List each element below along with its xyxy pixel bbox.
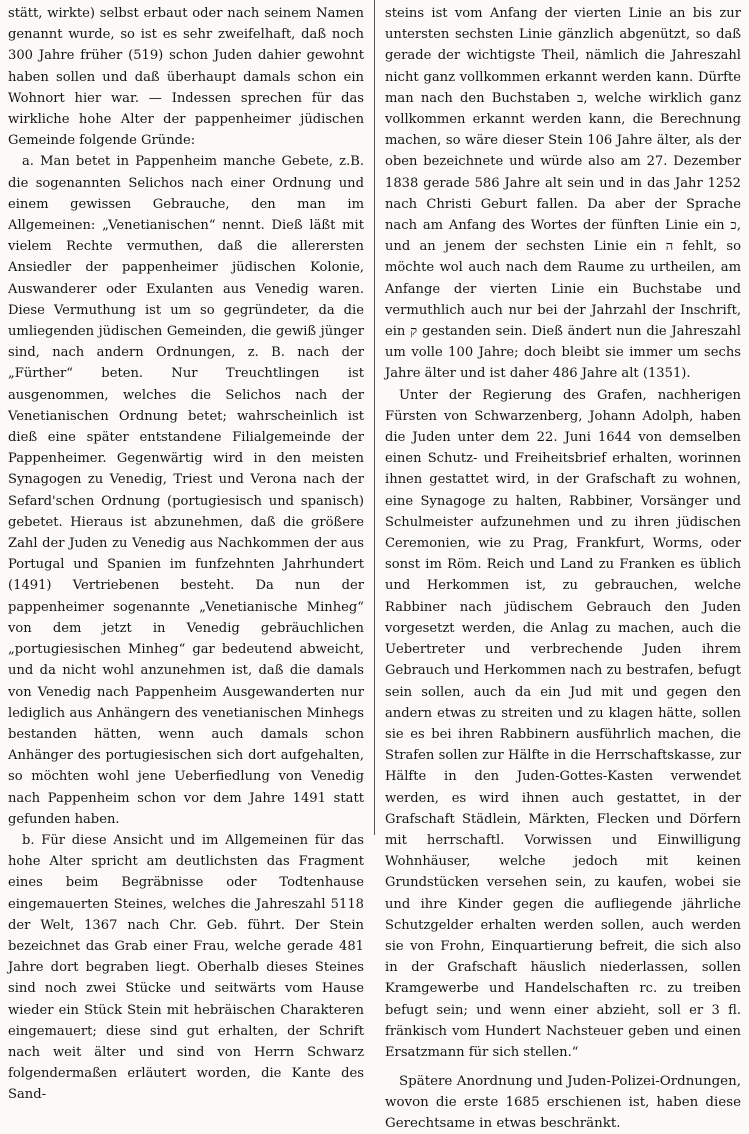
- left-paragraph-3: b. Für diese Ansicht und im Allgemeinen für das hohe Alter spricht am deutlichsten das Fragment eines beim Begräbnisse oder Todtenhause eingemauerten Steines, welches die Jahreszahl 5118 der Welt, 1367 nach Chr. Geb. führt. Der Stein bezeichnet das Grab einer Frau, welche gerade 481 Jahre dort begraben liegt. Oberhalb dieses Steines sind noch zwei Stücke und seitwärts vom Hause wieder ein Stück Stein mit hebräischen Charakteren eingemauert; diese sind gut erhalten, der Schrift nach weit älter und sind von Herrn Schwarz folgendermaßen erläutert worden, die Kante des Sand-: [8, 832, 364, 1103]
- right-paragraph-2: Unter der Regierung des Grafen, nachherigen Fürsten von Schwarzenberg, Johann Adolph, haben die Juden unter dem 22. Juni 1644 von demselben einen Schutz- und Freiheitsbrief erhalten, worinnen ihnen gestattet wird, in der Grafschaft zu wohnen, eine Synagoge zu halten, Rabbiner, Vorsänger und Schulmeister aufzunehmen und zu ihren jüdischen Ceremonien, wie zu Prag, Frankfurt, Worms, oder sonst im Röm. Reich und Land zu Franken es üblich und Herkommen ist, zu gebrauchen, welche Rabbiner nach jüdischem Gebrauch den Juden vorgesetzt werden, die Anlag zu machen, auch die Uebertreter und verbrechende Juden ihrem Gebrauch und Herkommen nach zu bestrafen, befugt sein sollen, auch da ein Jud mit und gegen den andern etwas zu streiten und zu klagen hätte, sollen sie es bei ihren Rabbinern ausführlich machen, die Strafen sollen zur Hälfte in die Herrschaftskasse, zur Hälfte in den Juden-Gottes-Kasten verwendet werden, es wird ihnen auch gestattet, in der Grafschaft Städlein, Märkten, Flecken und Dörfern mit herrschaftl. Vorwissen und Einwilligung Wohnhäuser, welche jedoch mit keinen Grundstücken versehen sein, zu kaufen, wobei sie und ihre Kinder gegen die aufliegende jährliche Schutzgelder erhalten werden sollen, auch werden sie von Frohn, Einquartierung befreit, die sich also in der Grafschaft häuslich niederlassen, sollen Kramgewerbe und Handelschaften rc. zu treiben befugt sein; und wenn einer abzieht, soll er 3 fl. fränkisch vom Hundert Nachsteuer geben und einen Ersatzmann für sich stellen.“: [385, 387, 741, 1060]
- right-paragraph-1: steins ist vom Anfang der vierten Linie an bis zur untersten sechsten Linie gänzlich abgenützt, so daß gerade der wichtigste Theil, nämlich die Jahreszahl nicht ganz vollkommen erkannt werden kann. Dürfte man nach den Buchstaben ב, welche wirklich ganz vollkommen erkannt werden kann, die Berechnung machen, so wäre dieser Stein 106 Jahre älter, als der oben bezeichnete und würde also am 27. Dezember 1838 gerade 586 Jahre alt sein und in das Jahr 1252 nach Christi Geburt fallen. Da aber der Sprache nach am Anfang des Wortes der fünften Linie ein כ, und an jenem der sechsten Linie ein ה fehlt, so möchte wol auch nach dem Raume zu urtheilen, am Anfange der vierten Linie ein Buchstabe und vermuthlich auch nur bei der Jahrzahl der Inschrift, ein ק gestanden sein. Dieß ändert nun die Jahreszahl um volle 100 Jahre; doch bleibt sie immer um sechs Jahre älter und ist daher 486 Jahre alt (1351).: [385, 6, 741, 382]
- left-paragraph-1: stätt, wirkte) selbst erbaut oder nach seinem Namen genannt wurde, so ist es sehr zweifelhaft, daß noch 300 Jahre früher (519) schon Juden dahier gewohnt haben sollen und daß überhaupt damals schon ein Wohnort hier war. — Indessen sprechen für das wirkliche hohe Alter der pappenheimer jüdischen Gemeinde folgende Gründe:: [8, 6, 364, 149]
- footer-paragraph: Spätere Anordnung und Juden-Polizei-Ordnungen, wovon die erste 1685 erschienen ist, haben diese Gerechtsame in etwas beschränkt.: [385, 1074, 741, 1132]
- left-column: [8, 3, 364, 1134]
- left-paragraph-2: a. Man betet in Pappenheim manche Gebete, z.B. die sogenannten Selichos nach einer Ordnung und einem gewissen Gebrauche, den man im Allgemeinen: „Venetianischen“ nennt. Dieß läßt mit vielem Rechte vermuthen, daß die allerersten Ansiedler der pappenheimer jüdischen Kolonie, Auswanderer oder Exulanten aus Venedig waren. Diese Vermuthung ist um so gegründeter, da die umliegenden jüdischen Gemeinden, die gewiß jünger sind, nach andern Ordnungen, z. B. nach der „Fürther“ beten. Nur Treuchtlingen ist ausgenommen, welches die Selichos nach der Venetianischen Ordnung betet; wahrscheinlich ist dieß eine später entstandene Filialgemeinde der Pappenheimer. Gegenwärtig wird in den meisten Synagogen zu Venedig, Triest und Verona nach der Sefard'schen Ordnung (portugiesisch und spanisch) gebetet. Hieraus ist abzunehmen, daß die größere Zahl der Juden zu Venedig aus Nachkommen der aus Portugal und Spanien im funfzehnten Jahrhundert (1491) Vertriebenen besteht. Da nun der pappenheimer sogenannte „Venetianische Minheg“ von dem jetzt in Venedig gebräuchlichen „portugiesischen Minheg“ gar bedeutend abweicht, und da nicht wohl anzunehmen ist, daß die damals von Venedig nach Pappenheim Ausgewanderten nur lediglich aus Anhängern des venetianischen Minhegs bestanden hätten, wenn auch damals schon Anhänger des portugiesischen sich dort aufgehalten, so möchten wohl jene Ueberfiedlung von Venedig nach Pappenheim schon vor dem Jahre 1491 statt gefunden haben.: [8, 154, 364, 827]
- column-divider: [374, 0, 375, 835]
- right-column: [385, 3, 741, 1134]
